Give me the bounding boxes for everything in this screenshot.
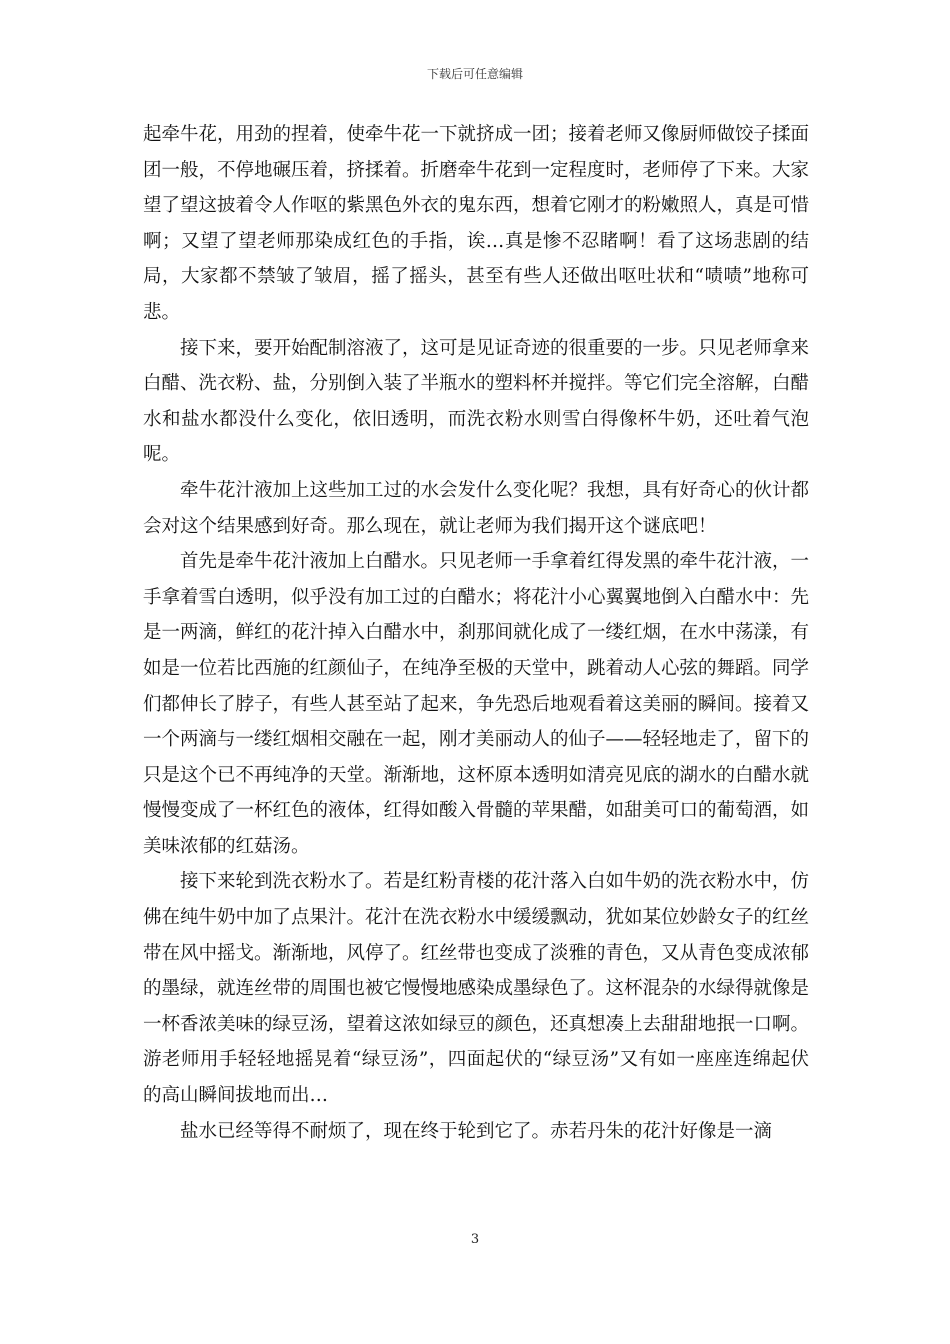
paragraph: 盐水已经等得不耐烦了，现在终于轮到它了。赤若丹朱的花汁好像是一滴 [180, 1120, 773, 1142]
paragraph: 首先是牵牛花汁液加上白醋水。只见老师一手拿着红得发黑的牵牛花汁液，一手拿着雪白透明，似乎没有加工过的白醋水；将花汁小心翼翼地倒入白醋水中：先是一两滴，鲜红的花汁掉入白醋水中，刹那间就化成了一缕红烟，在水中荡漾，有如是一位若比西施的红颜仙子，在纯净至极的天堂中，跳着动人心弦的舞蹈。同学们都伸长了脖子，有些人甚至站了起来，争先恐后地观看着这美丽的瞬间。接着又一个两滴与一缕红烟相交融在一起，刚才美丽动人的仙子——轻轻地走了，留下的只是这个已不再纯净的天堂。渐渐地，这杯原本透明如清亮见底的湖水的白醋水就慢慢变成了一杯红色的液体，红得如酸入骨髓的苹果醋，如甜美可口的葡萄酒，如美味浓郁的红菇汤。 [143, 551, 810, 857]
paragraph: 牵牛花汁液加上这些加工过的水会发什么变化呢？我想，具有好奇心的伙计都会对这个结果感到好奇。那么现在，就让老师为我们揭开这个谜底吧！ [143, 479, 810, 537]
document-body [143, 117, 809, 1149]
paragraph: 接下来，要开始配制溶液了，这可是见证奇迹的很重要的一步。只见老师拿来白醋、洗衣粉、盐，分别倒入装了半瓶水的塑料杯并搅拌。等它们完全溶解，白醋水和盐水都没什么变化，依旧透明，而洗衣粉水则雪白得像杯牛奶，还吐着气泡呢。 [143, 337, 810, 466]
paragraph-continued: 起牵牛花，用劲的捏着，使牵牛花一下就挤成一团；接着老师又像厨师做饺子揉面团一般，不停地碾压着，挤揉着。折磨牵牛花到一定程度时，老师停了下来。大家望了望这披着令人作呕的紫黑色外衣的鬼东西，想着它刚才的粉嫩照人，真是可惜啊；又望了望老师那染成红色的手指，诶…真是惨不忍睹啊！看了这场悲剧的结局，大家都不禁皱了皱眉，摇了摇头，甚至有些人还做出呕吐状和“啧啧”地称可悲。 [143, 124, 810, 323]
page-header: 下载后可任意编辑 [426, 67, 523, 81]
page-number: 3 [470, 1232, 480, 1247]
paragraph: 接下来轮到洗衣粉水了。若是红粉青楼的花汁落入白如牛奶的洗衣粉水中，仿佛在纯牛奶中加了点果汁。花汁在洗衣粉水中缓缓飘动，犹如某位妙龄女子的红丝带在风中摇戈。渐渐地，风停了。红丝带也变成了淡雅的青色，又从青色变成浓郁的墨绿，就连丝带的周围也被它慢慢地感染成墨绿色了。这杯混杂的水绿得就像是一杯香浓美味的绿豆汤，望着这浓如绿豆的颜色，还真想凑上去甜甜地抿一口啊。游老师用手轻轻地摇晃着“绿豆汤”，四面起伏的“绿豆汤”又有如一座座连绵起伏的高山瞬间拔地而出… [143, 871, 810, 1107]
